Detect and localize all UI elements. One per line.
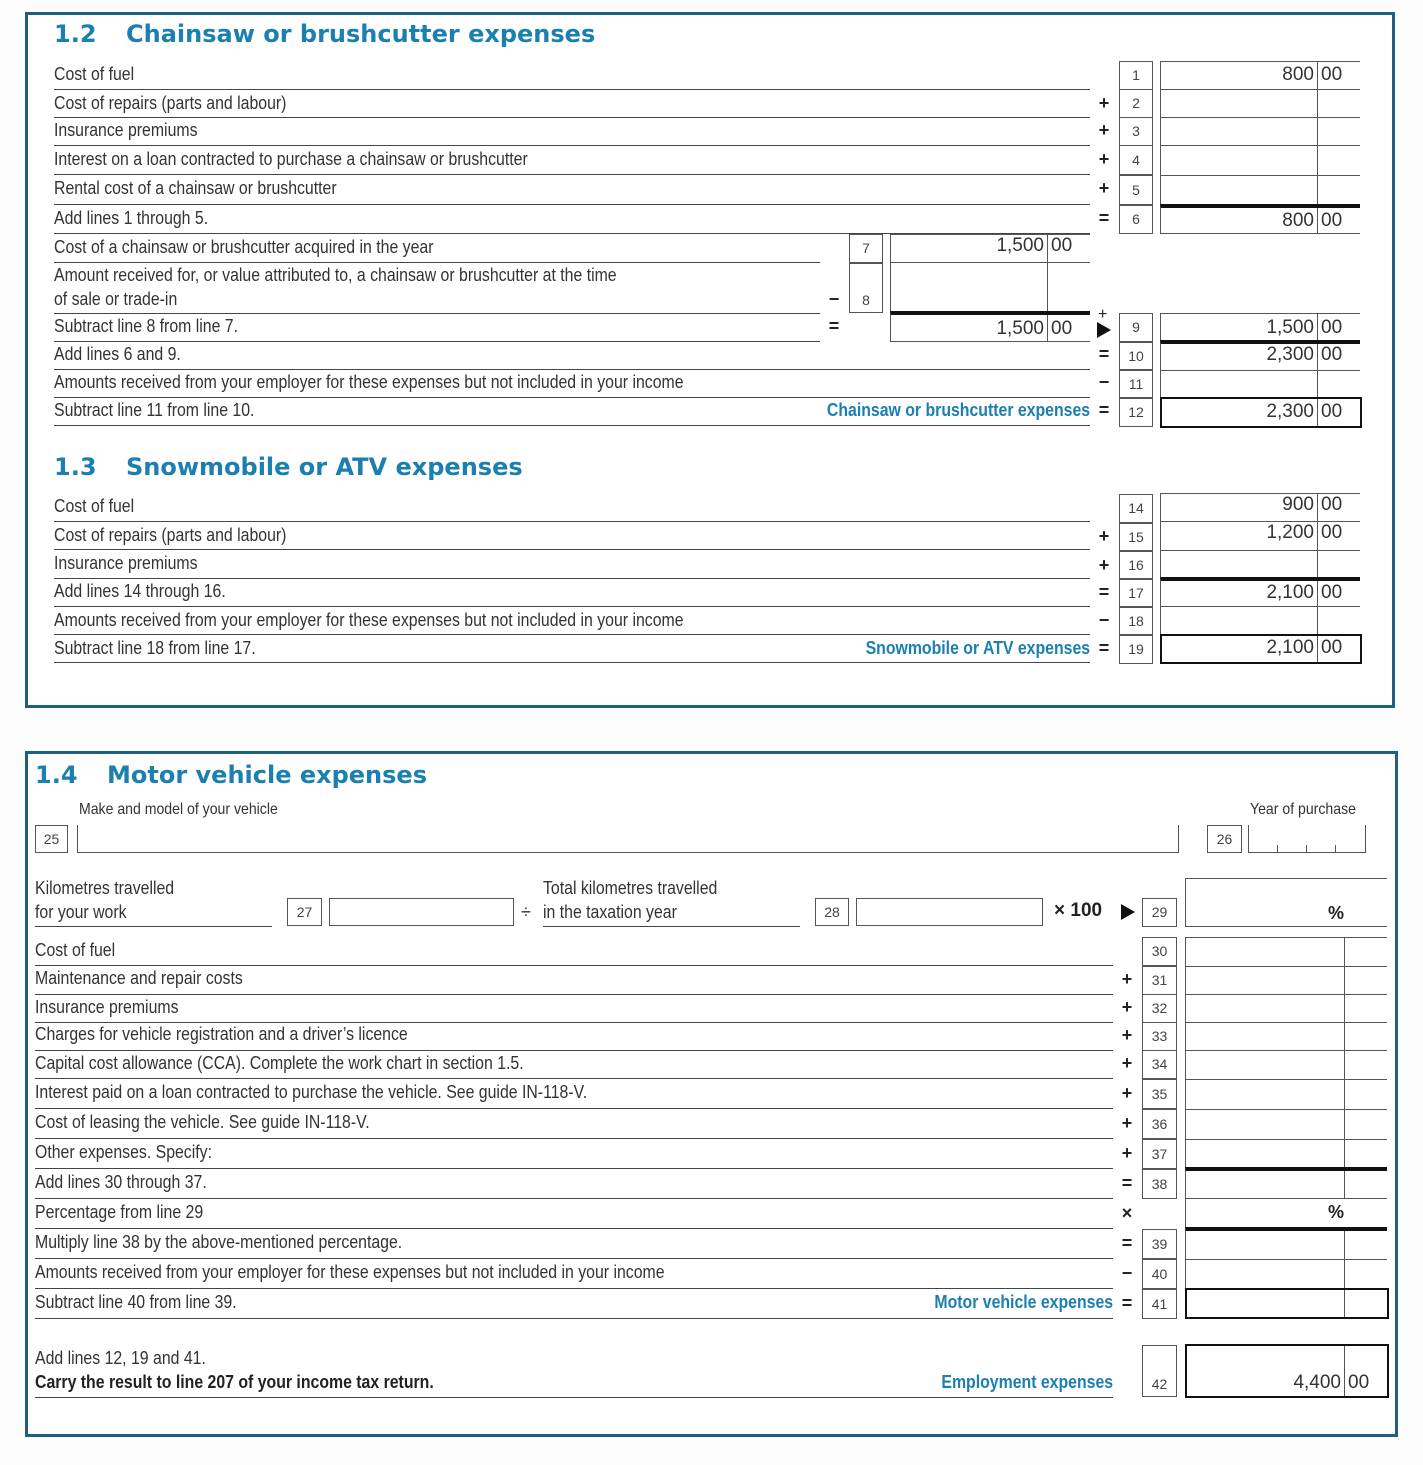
equals-sign: = xyxy=(1098,400,1110,420)
amount-line-5[interactable] xyxy=(1160,175,1360,205)
year-of-purchase-input[interactable] xyxy=(1248,825,1366,853)
label-line-33: Charges for vehicle registration and a driver’s licence xyxy=(35,1024,408,1044)
amount-line-31[interactable] xyxy=(1185,966,1387,995)
km-work-label-1: Kilometres travelled xyxy=(35,878,175,898)
rule xyxy=(54,89,1090,90)
plus-sign: + xyxy=(1121,1025,1133,1045)
rule xyxy=(54,145,1090,146)
amount-line-3[interactable] xyxy=(1160,117,1360,146)
rule xyxy=(35,1108,1113,1109)
plus-sign: + xyxy=(1098,178,1110,198)
cents-divider xyxy=(1317,344,1318,370)
km-total-input[interactable] xyxy=(856,898,1043,926)
line-number-14: 14 xyxy=(1119,494,1153,523)
minus-sign: − xyxy=(1121,1263,1133,1283)
amount-line-30[interactable] xyxy=(1185,937,1387,966)
cents-divider xyxy=(1317,62,1318,90)
rule xyxy=(54,634,1090,635)
minus-sign: − xyxy=(828,289,840,309)
label-line-17: Add lines 14 through 16. xyxy=(54,581,226,601)
line-number-12: 12 xyxy=(1119,398,1153,427)
rule xyxy=(35,1138,1113,1139)
line-number-40: 40 xyxy=(1142,1259,1177,1289)
rule xyxy=(54,313,820,314)
line-number-39: 39 xyxy=(1142,1229,1177,1259)
label-line-40: Amounts received from your employer for these expenses but not included in your income xyxy=(35,1262,665,1282)
cents-divider xyxy=(1344,1051,1345,1079)
plus-sign: + xyxy=(1098,306,1108,323)
amount-line-2[interactable] xyxy=(1160,89,1360,118)
amount-line-11[interactable] xyxy=(1160,370,1360,398)
label-line-4: Interest on a loan contracted to purchase a chainsaw or brushcutter xyxy=(54,149,528,169)
plus-sign: + xyxy=(1121,1053,1133,1073)
amount-line-40[interactable] xyxy=(1185,1259,1387,1289)
cents-divider xyxy=(1317,314,1318,342)
rule xyxy=(35,1318,1113,1319)
rule xyxy=(54,341,820,342)
label-line-19: Subtract line 18 from line 17. xyxy=(54,638,256,658)
section-title-1-4: 1.4 Motor vehicle expenses xyxy=(35,761,427,789)
amount-line-1[interactable] xyxy=(1160,61,1360,90)
line-number-16: 16 xyxy=(1119,551,1153,579)
amount-line-36[interactable] xyxy=(1185,1109,1387,1139)
percent-sign: % xyxy=(1328,1202,1345,1222)
line-number-6: 6 xyxy=(1119,205,1153,234)
line-number-26: 26 xyxy=(1207,825,1242,853)
label-line-18: Amounts received from your employer for these expenses but not included in your income xyxy=(54,610,684,630)
plus-sign: + xyxy=(1098,526,1110,546)
line-number-27: 27 xyxy=(287,898,322,926)
cents: 00 xyxy=(1321,522,1343,543)
equals-sign: = xyxy=(1121,1293,1133,1313)
line-number-2: 2 xyxy=(1119,89,1153,118)
label-line-31: Maintenance and repair costs xyxy=(35,968,243,988)
label-add-lines-12-19-41: Add lines 12, 19 and 41. xyxy=(35,1348,206,1368)
label-line-1: Cost of fuel xyxy=(54,64,135,84)
cents-divider xyxy=(1317,607,1318,635)
multiply-sign: × xyxy=(1121,1203,1133,1223)
line-number-41: 41 xyxy=(1142,1289,1177,1319)
label-line-5: Rental cost of a chainsaw or brushcutter xyxy=(54,178,337,198)
line-number-15: 15 xyxy=(1119,523,1153,551)
make-model-label: Make and model of your vehicle xyxy=(79,801,278,818)
line-number-38: 38 xyxy=(1142,1169,1177,1199)
rule xyxy=(543,926,800,927)
amount-line-39[interactable] xyxy=(1185,1227,1387,1259)
cents-divider xyxy=(1344,967,1345,995)
line-number-18: 18 xyxy=(1119,607,1153,635)
divide-sign: ÷ xyxy=(521,902,531,922)
dollars: 1,200 xyxy=(1266,522,1314,543)
amount-line-16[interactable] xyxy=(1160,550,1360,579)
dollars: 800 xyxy=(1282,64,1314,85)
cents-divider xyxy=(1344,1080,1345,1109)
line-number-4: 4 xyxy=(1119,145,1153,175)
dollars: 2,300 xyxy=(1266,344,1314,365)
line-number-31: 31 xyxy=(1142,966,1177,995)
line-number-36: 36 xyxy=(1142,1109,1177,1139)
rule xyxy=(54,662,1090,663)
amount-line-42-total[interactable] xyxy=(1185,1344,1389,1398)
label-line-30: Cost of fuel xyxy=(35,940,116,960)
rule xyxy=(35,1198,1113,1199)
amount-line-10[interactable] xyxy=(1160,340,1360,370)
amount-line-32[interactable] xyxy=(1185,994,1387,1023)
rule xyxy=(54,549,1090,550)
cents-divider xyxy=(1344,938,1345,966)
rule xyxy=(54,174,1090,175)
dollars: 4,400 xyxy=(1293,1372,1341,1393)
digit-tick xyxy=(1306,845,1307,852)
cents-divider xyxy=(1344,1260,1345,1289)
times-100-label: × 100 xyxy=(1054,900,1103,921)
label-line-10: Add lines 6 and 9. xyxy=(54,344,181,364)
line-number-33: 33 xyxy=(1142,1022,1177,1051)
dollars: 2,100 xyxy=(1266,582,1314,603)
rule xyxy=(54,262,820,263)
cents-divider xyxy=(1344,1140,1345,1169)
amount-line-41-total[interactable] xyxy=(1185,1288,1389,1319)
amount-line-12-total[interactable] xyxy=(1160,397,1362,428)
plus-sign: + xyxy=(1121,1143,1133,1163)
cents: 00 xyxy=(1321,637,1343,658)
line-number-17: 17 xyxy=(1119,579,1153,607)
line-number-10: 10 xyxy=(1119,342,1153,370)
rule xyxy=(54,521,1090,522)
cents-divider xyxy=(1317,399,1318,426)
rule xyxy=(54,606,1090,607)
km-work-label-2: for your work xyxy=(35,902,127,922)
digit-tick xyxy=(1277,845,1278,852)
equals-sign: = xyxy=(1098,208,1110,228)
plus-sign: + xyxy=(1121,1113,1133,1133)
cents-divider xyxy=(1344,1023,1345,1051)
plus-sign: + xyxy=(1121,1083,1133,1103)
dollars: 2,300 xyxy=(1266,401,1314,422)
label-line-11: Amounts received from your employer for these expenses but not included in your income xyxy=(54,372,684,392)
cents: 00 xyxy=(1321,317,1343,338)
line-number-29: 29 xyxy=(1142,898,1177,927)
km-total-label-2: in the taxation year xyxy=(543,902,677,922)
cents-divider xyxy=(1317,146,1318,175)
line-number-35: 35 xyxy=(1142,1079,1177,1109)
rule xyxy=(35,965,1113,966)
cents: 00 xyxy=(1348,1372,1370,1393)
line-number-19: 19 xyxy=(1119,635,1153,664)
cents-divider xyxy=(1317,90,1318,118)
cents: 00 xyxy=(1321,64,1343,85)
line-number-7: 7 xyxy=(849,234,883,263)
line-number-1: 1 xyxy=(1119,61,1153,90)
line-number-28: 28 xyxy=(815,898,849,926)
label-line-6: Add lines 1 through 5. xyxy=(54,208,209,228)
km-work-input[interactable] xyxy=(329,898,514,926)
total-label-snowmobile: Snowmobile or ATV expenses xyxy=(865,638,1090,658)
dollars: 900 xyxy=(1282,494,1314,515)
plus-sign: + xyxy=(1098,149,1110,169)
amount-line-9[interactable] xyxy=(1160,313,1360,342)
equals-sign: = xyxy=(1098,344,1110,364)
dollars: 1,500 xyxy=(996,235,1044,256)
equals-sign: = xyxy=(1098,582,1110,602)
dollars: 2,100 xyxy=(1266,637,1314,658)
label-line-7: Cost of a chainsaw or brushcutter acquired in the year xyxy=(54,237,434,257)
line-number-37: 37 xyxy=(1142,1139,1177,1169)
cents-divider xyxy=(1317,176,1318,205)
rule xyxy=(35,1050,1113,1051)
label-line-16: Insurance premiums xyxy=(54,553,198,573)
amount-line-14[interactable] xyxy=(1160,493,1360,523)
cents-divider xyxy=(1047,315,1048,341)
label-line-35: Interest paid on a loan contracted to purchase the vehicle. See guide IN-118-V. xyxy=(35,1082,588,1102)
line-number-34: 34 xyxy=(1142,1050,1177,1079)
amount-line-35[interactable] xyxy=(1185,1079,1387,1109)
line-number-30: 30 xyxy=(1142,937,1177,966)
minus-sign: − xyxy=(1098,372,1110,392)
amount-line-8[interactable] xyxy=(890,263,1090,313)
rule xyxy=(35,1288,1113,1289)
cents-divider xyxy=(1344,1110,1345,1139)
cents-divider xyxy=(1317,636,1318,662)
cents: 00 xyxy=(1051,318,1073,339)
label-line-8a: Amount received for, or value attributed to, a chainsaw or brushcutter at the time xyxy=(54,265,617,285)
amount-line-37[interactable] xyxy=(1185,1139,1387,1169)
amount-line-6[interactable] xyxy=(1160,204,1360,234)
equals-sign: = xyxy=(828,316,840,336)
plus-sign: + xyxy=(1121,997,1133,1017)
total-label-chainsaw: Chainsaw or brushcutter expenses xyxy=(826,400,1090,420)
plus-sign: + xyxy=(1098,120,1110,140)
cents-divider xyxy=(1344,1346,1345,1396)
label-line-39: Multiply line 38 by the above-mentioned percentage. xyxy=(35,1232,403,1252)
plus-sign: + xyxy=(1121,969,1133,989)
rule xyxy=(54,369,1090,370)
cents-divider xyxy=(1317,581,1318,607)
cents-divider xyxy=(1317,371,1318,398)
cents: 00 xyxy=(1321,210,1343,231)
arrow-right-icon xyxy=(1121,904,1135,920)
dollars: 1,500 xyxy=(1266,317,1314,338)
cents-divider xyxy=(1344,1231,1345,1259)
line-number-11: 11 xyxy=(1119,370,1153,398)
percentage-input[interactable] xyxy=(1185,1199,1387,1229)
label-line-38: Add lines 30 through 37. xyxy=(35,1172,207,1192)
label-subtract-8-from-7: Subtract line 8 from line 7. xyxy=(54,316,239,336)
rule xyxy=(54,397,1090,398)
label-line-41: Subtract line 40 from line 39. xyxy=(35,1292,237,1312)
arrow-right-icon xyxy=(1097,322,1111,338)
section-title-1-3: 1.3 Snowmobile or ATV expenses xyxy=(54,453,523,481)
label-line-2: Cost of repairs (parts and labour) xyxy=(54,93,287,113)
cents: 00 xyxy=(1321,401,1343,422)
label-line-34: Capital cost allowance (CCA). Complete the work chart in section 1.5. xyxy=(35,1053,524,1073)
label-line-12: Subtract line 11 from line 10. xyxy=(54,400,255,420)
cents: 00 xyxy=(1321,344,1343,365)
label-line-15: Cost of repairs (parts and labour) xyxy=(54,525,287,545)
cents-divider xyxy=(1317,118,1318,146)
digit-tick xyxy=(1335,845,1336,852)
section-title-1-2: 1.2 Chainsaw or brushcutter expenses xyxy=(54,20,596,48)
cents: 00 xyxy=(1051,235,1073,256)
cents: 00 xyxy=(1321,582,1343,603)
rule xyxy=(35,1078,1113,1079)
line-number-25: 25 xyxy=(35,825,68,853)
cents-divider xyxy=(1317,522,1318,550)
rule xyxy=(54,117,1090,118)
total-label-employment-expenses: Employment expenses xyxy=(941,1372,1113,1392)
cents: 00 xyxy=(1321,494,1343,515)
dollars: 1,500 xyxy=(996,318,1044,339)
make-model-input[interactable] xyxy=(77,825,1179,853)
label-line-37: Other expenses. Specify: xyxy=(35,1142,212,1162)
dollars: 800 xyxy=(1282,210,1314,231)
rule xyxy=(54,578,1090,579)
line-number-3: 3 xyxy=(1119,117,1153,146)
amount-line-34[interactable] xyxy=(1185,1050,1387,1079)
rule xyxy=(35,1022,1113,1023)
plus-sign: + xyxy=(1098,93,1110,113)
line-number-5: 5 xyxy=(1119,175,1153,205)
rule xyxy=(35,926,272,927)
year-of-purchase-label: Year of purchase xyxy=(1250,801,1356,818)
amount-line-33[interactable] xyxy=(1185,1022,1387,1051)
amount-line-7[interactable] xyxy=(890,234,1090,263)
amount-line-15[interactable] xyxy=(1160,521,1360,550)
rule xyxy=(35,1397,1113,1398)
amount-difference-7-8[interactable] xyxy=(890,311,1090,342)
amount-line-38[interactable] xyxy=(1185,1167,1387,1199)
rule xyxy=(35,994,1113,995)
label-line-32: Insurance premiums xyxy=(35,997,179,1017)
rule xyxy=(35,1168,1113,1169)
label-line-14: Cost of fuel xyxy=(54,496,135,516)
percentage-line-29[interactable] xyxy=(1185,878,1387,927)
cents-divider xyxy=(1317,494,1318,523)
label-line-8b: of sale or trade-in xyxy=(54,289,178,309)
plus-sign: + xyxy=(1098,555,1110,575)
km-total-label-1: Total kilometres travelled xyxy=(543,878,718,898)
cents-divider xyxy=(1317,208,1318,233)
amount-line-18[interactable] xyxy=(1160,606,1360,635)
label-line-36: Cost of leasing the vehicle. See guide IN-118-V. xyxy=(35,1112,370,1132)
label-carry-result: Carry the result to line 207 of your income tax return. xyxy=(35,1372,434,1392)
cents-divider xyxy=(1344,995,1345,1023)
line-number-9: 9 xyxy=(1119,313,1153,342)
percent-sign: % xyxy=(1328,903,1345,923)
rule xyxy=(54,425,1090,426)
cents-divider xyxy=(1344,1171,1345,1198)
amount-line-17[interactable] xyxy=(1160,577,1360,607)
rule xyxy=(35,1258,1113,1259)
amount-line-19-total[interactable] xyxy=(1160,634,1362,664)
equals-sign: = xyxy=(1121,1233,1133,1253)
line-number-8: 8 xyxy=(849,263,883,313)
rule xyxy=(35,1228,1113,1229)
amount-line-4[interactable] xyxy=(1160,145,1360,175)
total-label-motor-vehicle: Motor vehicle expenses xyxy=(934,1292,1113,1312)
label-line-3: Insurance premiums xyxy=(54,120,198,140)
label-percentage-from-29: Percentage from line 29 xyxy=(35,1202,204,1222)
rule xyxy=(54,204,1090,205)
line-number-32: 32 xyxy=(1142,994,1177,1023)
equals-sign: = xyxy=(1121,1173,1133,1193)
cents-divider xyxy=(1344,1290,1345,1317)
cents-divider xyxy=(1317,551,1318,579)
equals-sign: = xyxy=(1098,638,1110,658)
line-number-42: 42 xyxy=(1142,1345,1177,1397)
minus-sign: − xyxy=(1098,610,1110,630)
